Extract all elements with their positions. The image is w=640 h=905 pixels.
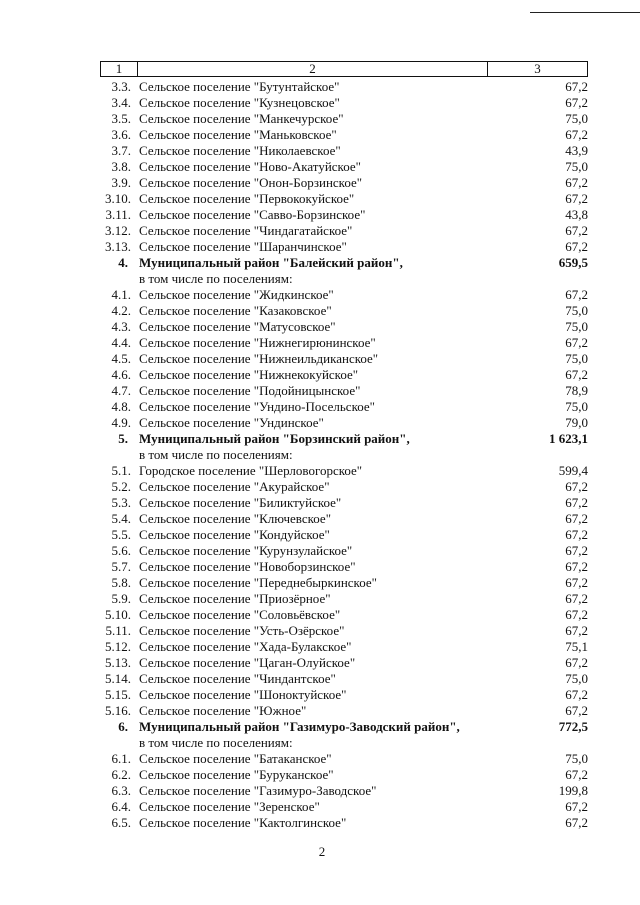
settlement-name: Сельское поселение "Кондуйское" bbox=[139, 527, 330, 542]
row-value: 67,2 bbox=[565, 223, 588, 238]
row-value: 43,8 bbox=[565, 207, 588, 222]
district-total: 1 623,1 bbox=[549, 431, 588, 446]
district-subtitle-text: в том числе по поселениям: bbox=[139, 447, 293, 462]
row-number: 3.3. bbox=[111, 79, 131, 94]
row-number: 4.4. bbox=[111, 335, 131, 350]
settlement-row bbox=[100, 175, 588, 191]
settlement-row bbox=[100, 527, 588, 543]
settlement-row bbox=[100, 415, 588, 431]
table-body bbox=[100, 79, 588, 831]
row-number: 5.7. bbox=[111, 559, 131, 574]
settlement-row bbox=[100, 607, 588, 623]
settlement-name: Сельское поселение "Чиндантское" bbox=[139, 671, 336, 686]
settlement-name: Сельское поселение "Курунзулайское" bbox=[139, 543, 353, 558]
settlement-name: Сельское поселение "Кактолгинское" bbox=[139, 815, 347, 830]
district-total: 772,5 bbox=[558, 719, 588, 734]
settlement-row bbox=[100, 399, 588, 415]
row-number: 3.8. bbox=[111, 159, 131, 174]
settlement-row bbox=[100, 543, 588, 559]
district-name: Муниципальный район "Борзинский район", bbox=[139, 431, 410, 446]
row-value: 67,2 bbox=[565, 575, 588, 590]
settlement-row bbox=[100, 335, 588, 351]
settlement-name: Сельское поселение "Газимуро-Заводское" bbox=[139, 783, 377, 798]
settlement-row bbox=[100, 95, 588, 111]
settlement-name: Сельское поселение "Нижнекокуйское" bbox=[139, 367, 359, 382]
row-number: 6.4. bbox=[111, 799, 131, 814]
settlement-row bbox=[100, 703, 588, 719]
settlement-name: Сельское поселение "Новоборзинское" bbox=[139, 559, 356, 574]
row-number: 4.2. bbox=[111, 303, 131, 318]
settlement-row bbox=[100, 623, 588, 639]
row-number: 5.6. bbox=[111, 543, 131, 558]
row-number: 5.5. bbox=[111, 527, 131, 542]
row-value: 67,2 bbox=[565, 543, 588, 558]
settlement-name: Сельское поселение "Нижнеильдиканское" bbox=[139, 351, 379, 366]
row-value: 67,2 bbox=[565, 591, 588, 606]
row-number: 3.7. bbox=[111, 143, 131, 158]
settlement-row bbox=[100, 799, 588, 815]
settlement-name: Сельское поселение "Кузнецовское" bbox=[139, 95, 340, 110]
row-number: 5.8. bbox=[111, 575, 131, 590]
row-number: 3.6. bbox=[111, 127, 131, 142]
settlement-name: Сельское поселение "Батаканское" bbox=[139, 751, 332, 766]
row-value: 599,4 bbox=[558, 463, 588, 478]
settlement-row bbox=[100, 495, 588, 511]
row-number: 3.10. bbox=[105, 191, 131, 206]
row-value: 75,0 bbox=[565, 111, 588, 126]
row-number: 4.7. bbox=[111, 383, 131, 398]
settlement-name: Сельское поселение "Цаган-Олуйское" bbox=[139, 655, 356, 670]
row-number: 5.12. bbox=[105, 639, 131, 654]
district-subtitle-text: в том числе по поселениям: bbox=[139, 271, 293, 286]
row-value: 75,0 bbox=[565, 351, 588, 366]
row-value: 67,2 bbox=[565, 815, 588, 830]
scan-edge-line bbox=[530, 12, 640, 13]
row-number: 4.6. bbox=[111, 367, 131, 382]
row-value: 67,2 bbox=[565, 799, 588, 814]
row-value: 75,0 bbox=[565, 751, 588, 766]
settlement-name: Сельское поселение "Ключевское" bbox=[139, 511, 332, 526]
district-total: 659,5 bbox=[558, 255, 588, 270]
row-number: 3.5. bbox=[111, 111, 131, 126]
row-value: 43,9 bbox=[565, 143, 588, 158]
row-value: 199,8 bbox=[558, 783, 588, 798]
row-number: 6.5. bbox=[111, 815, 131, 830]
settlement-name: Сельское поселение "Ундинское" bbox=[139, 415, 324, 430]
settlement-row bbox=[100, 111, 588, 127]
row-number: 4.8. bbox=[111, 399, 131, 414]
row-value: 75,0 bbox=[565, 159, 588, 174]
settlement-name: Сельское поселение "Матусовское" bbox=[139, 319, 336, 334]
settlement-name: Сельское поселение "Манкечурское" bbox=[139, 111, 344, 126]
settlement-name: Сельское поселение "Биликтуйское" bbox=[139, 495, 342, 510]
settlement-name: Сельское поселение "Буруканское" bbox=[139, 767, 334, 782]
settlement-name: Сельское поселение "Николаевское" bbox=[139, 143, 341, 158]
settlement-row bbox=[100, 639, 588, 655]
settlement-name: Сельское поселение "Маньковское" bbox=[139, 127, 337, 142]
row-number: 5.2. bbox=[111, 479, 131, 494]
row-value: 67,2 bbox=[565, 239, 588, 254]
row-number: 5.10. bbox=[105, 607, 131, 622]
row-value: 75,0 bbox=[565, 319, 588, 334]
row-value: 78,9 bbox=[565, 383, 588, 398]
row-value: 67,2 bbox=[565, 367, 588, 382]
settlement-name: Сельское поселение "Соловьёвское" bbox=[139, 607, 341, 622]
row-number: 5.4. bbox=[111, 511, 131, 526]
settlement-name: Сельское поселение "Первококуйское" bbox=[139, 191, 355, 206]
settlement-row bbox=[100, 687, 588, 703]
settlement-name: Сельское поселение "Приозёрное" bbox=[139, 591, 331, 606]
settlement-row bbox=[100, 303, 588, 319]
row-number: 4.3. bbox=[111, 319, 131, 334]
settlement-name: Сельское поселение "Подойницынское" bbox=[139, 383, 361, 398]
row-value: 67,2 bbox=[565, 703, 588, 718]
row-number: 5.13. bbox=[105, 655, 131, 670]
row-value: 67,2 bbox=[565, 495, 588, 510]
header-col-2: 2 bbox=[138, 62, 488, 76]
header-col-1: 1 bbox=[101, 62, 138, 76]
district-name: Муниципальный район "Балейский район", bbox=[139, 255, 403, 270]
row-number: 5.15. bbox=[105, 687, 131, 702]
settlement-name: Сельское поселение "Онон-Борзинское" bbox=[139, 175, 363, 190]
settlement-row bbox=[100, 479, 588, 495]
row-number: 4.9. bbox=[111, 415, 131, 430]
row-value: 67,2 bbox=[565, 559, 588, 574]
settlement-row bbox=[100, 463, 588, 479]
row-value: 67,2 bbox=[565, 287, 588, 302]
settlement-name: Сельское поселение "Шоноктуйское" bbox=[139, 687, 347, 702]
table-header bbox=[100, 61, 588, 77]
settlement-row bbox=[100, 511, 588, 527]
row-number: 5.14. bbox=[105, 671, 131, 686]
row-value: 67,2 bbox=[565, 623, 588, 638]
settlement-row bbox=[100, 767, 588, 783]
settlement-row bbox=[100, 287, 588, 303]
settlement-name: Сельское поселение "Ундино-Посельское" bbox=[139, 399, 375, 414]
settlement-name: Сельское поселение "Бутунтайское" bbox=[139, 79, 340, 94]
settlement-row bbox=[100, 319, 588, 335]
row-value: 67,2 bbox=[565, 767, 588, 782]
settlement-row bbox=[100, 351, 588, 367]
settlement-name: Сельское поселение "Хада-Булакское" bbox=[139, 639, 352, 654]
settlement-name: Сельское поселение "Ново-Акатуйское" bbox=[139, 159, 361, 174]
row-number: 3.11. bbox=[105, 207, 131, 222]
page-number: 2 bbox=[318, 844, 326, 859]
row-number: 5.11. bbox=[105, 623, 131, 638]
settlement-row bbox=[100, 159, 588, 175]
row-number: 3.12. bbox=[105, 223, 131, 238]
settlement-name: Городское поселение "Шерловогорское" bbox=[139, 463, 363, 478]
district-row bbox=[100, 431, 588, 447]
row-value: 75,0 bbox=[565, 671, 588, 686]
row-number: 6.2. bbox=[111, 767, 131, 782]
settlement-row bbox=[100, 383, 588, 399]
row-value: 67,2 bbox=[565, 527, 588, 542]
district-subtitle-text: в том числе по поселениям: bbox=[139, 735, 293, 750]
settlement-row bbox=[100, 575, 588, 591]
row-number: 5.3. bbox=[111, 495, 131, 510]
row-number: 5.9. bbox=[111, 591, 131, 606]
settlement-row bbox=[100, 143, 588, 159]
row-value: 67,2 bbox=[565, 175, 588, 190]
row-value: 67,2 bbox=[565, 607, 588, 622]
row-number: 3.13. bbox=[105, 239, 131, 254]
row-number: 6.3. bbox=[111, 783, 131, 798]
settlement-name: Сельское поселение "Казаковское" bbox=[139, 303, 332, 318]
settlement-name: Сельское поселение "Шаранчинское" bbox=[139, 239, 347, 254]
row-value: 67,2 bbox=[565, 479, 588, 494]
row-number: 4.5. bbox=[111, 351, 131, 366]
settlement-name: Сельское поселение "Акурайское" bbox=[139, 479, 330, 494]
row-value: 75,1 bbox=[565, 639, 588, 654]
settlement-row bbox=[100, 223, 588, 239]
settlement-row bbox=[100, 559, 588, 575]
settlement-row bbox=[100, 239, 588, 255]
settlement-row bbox=[100, 655, 588, 671]
district-subtitle bbox=[100, 447, 588, 463]
settlement-row bbox=[100, 671, 588, 687]
row-value: 67,2 bbox=[565, 95, 588, 110]
district-subtitle bbox=[100, 271, 588, 287]
settlement-row bbox=[100, 79, 588, 95]
district-number: 5. bbox=[118, 431, 128, 446]
district-name: Муниципальный район "Газимуро-Заводский район", bbox=[139, 719, 460, 734]
settlement-row bbox=[100, 751, 588, 767]
settlement-name: Сельское поселение "Южное" bbox=[139, 703, 307, 718]
row-number: 3.9. bbox=[111, 175, 131, 190]
settlement-row bbox=[100, 815, 588, 831]
district-row bbox=[100, 719, 588, 735]
row-value: 79,0 bbox=[565, 415, 588, 430]
settlement-name: Сельское поселение "Жидкинское" bbox=[139, 287, 334, 302]
row-value: 67,2 bbox=[565, 127, 588, 142]
district-number: 6. bbox=[118, 719, 128, 734]
settlement-name: Сельское поселение "Переднебыркинское" bbox=[139, 575, 377, 590]
row-number: 3.4. bbox=[111, 95, 131, 110]
district-row bbox=[100, 255, 588, 271]
settlement-name: Сельское поселение "Нижнегирюнинское" bbox=[139, 335, 376, 350]
row-number: 5.1. bbox=[111, 463, 131, 478]
settlement-row bbox=[100, 191, 588, 207]
row-value: 67,2 bbox=[565, 79, 588, 94]
row-number: 4.1. bbox=[111, 287, 131, 302]
row-value: 67,2 bbox=[565, 687, 588, 702]
row-value: 75,0 bbox=[565, 303, 588, 318]
row-value: 67,2 bbox=[565, 191, 588, 206]
settlement-name: Сельское поселение "Усть-Озёрское" bbox=[139, 623, 345, 638]
settlement-name: Сельское поселение "Зеренское" bbox=[139, 799, 320, 814]
settlement-name: Сельское поселение "Савво-Борзинское" bbox=[139, 207, 366, 222]
row-value: 67,2 bbox=[565, 655, 588, 670]
row-value: 67,2 bbox=[565, 335, 588, 350]
row-number: 5.16. bbox=[105, 703, 131, 718]
settlement-row bbox=[100, 127, 588, 143]
settlement-row bbox=[100, 783, 588, 799]
header-col-3: 3 bbox=[534, 61, 541, 76]
settlement-row bbox=[100, 207, 588, 223]
row-value: 75,0 bbox=[565, 399, 588, 414]
settlement-row bbox=[100, 367, 588, 383]
settlement-name: Сельское поселение "Чиндагатайское" bbox=[139, 223, 353, 238]
row-value: 67,2 bbox=[565, 511, 588, 526]
district-subtitle bbox=[100, 735, 588, 751]
row-number: 6.1. bbox=[111, 751, 131, 766]
settlement-row bbox=[100, 591, 588, 607]
district-number: 4. bbox=[118, 255, 128, 270]
